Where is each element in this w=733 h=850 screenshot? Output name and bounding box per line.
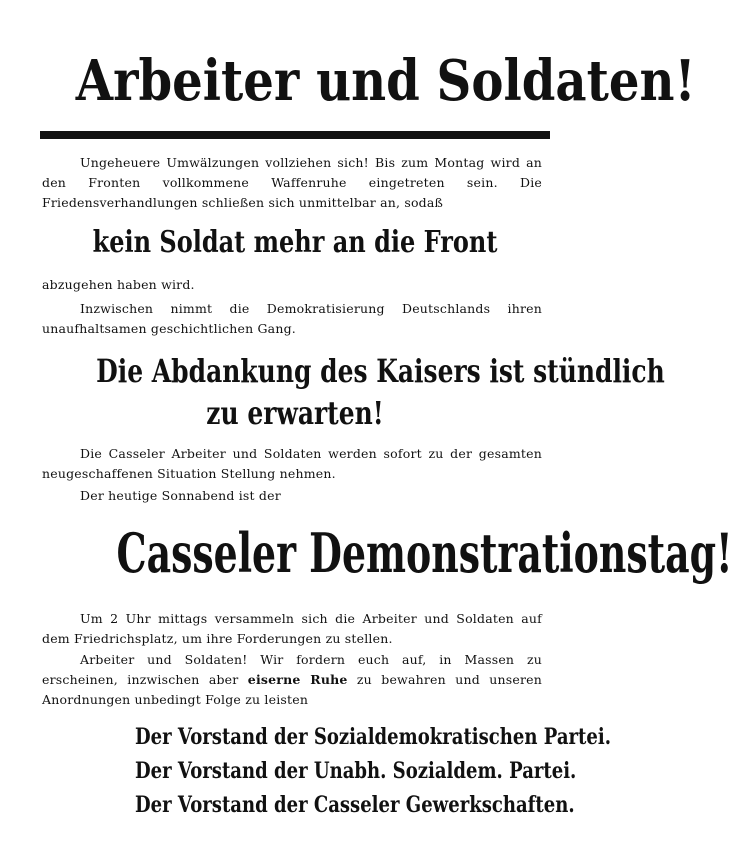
- paragraph-armistice: Ungeheuere Umwälzungen vollziehen sich! Bis zum Montag wird an den Fronten vollkommene Waffenruhe eingetreten sein. Die Friedensverhandlungen schließen sich unmittelbar an, sodaß: [42, 155, 542, 210]
- paragraph-casseler-position: Die Casseler Arbeiter und Soldaten werden sofort zu der gesamten neugeschaffenen Situation Stellung nehmen.: [42, 446, 542, 481]
- signature-uspd: Der Vorstand der Unabh. Sozialdem. Partei.: [135, 758, 577, 784]
- call-to-action-text-end: zu bewahren und unseren Anordnungen unbedingt Folge zu leisten: [42, 672, 542, 707]
- paragraph-democratization: Inzwischen nimmt die Demokratisierung Deutschlands ihren unaufhaltsamen geschichtlichen Gang.: [42, 301, 542, 336]
- paragraph-call-to-action: [42, 650, 542, 710]
- headline-abdication-line1: Die Abdankung des Kaisers ist stündlich: [96, 352, 665, 390]
- call-to-action-emphasis: eiserne Ruhe: [247, 672, 348, 687]
- call-to-action-text-start: Arbeiter und Soldaten! Wir fordern euch auf, in Massen zu erscheinen, inzwischen aber: [42, 652, 542, 687]
- headline-no-soldier-to-front: kein Soldat mehr an die Front: [92, 225, 498, 260]
- signature-block: [135, 720, 611, 822]
- headline-demonstration-day: Casseler Demonstrationstag!: [116, 521, 733, 585]
- title-rule: [40, 131, 550, 139]
- headline-abdication-line2: zu erwarten!: [206, 394, 384, 432]
- paragraph-assembly: Um 2 Uhr mittags versammeln sich die Arbeiter und Soldaten auf dem Friedrichsplatz, um ihre Forderungen zu stellen.: [42, 611, 542, 646]
- paragraph-saturday: Der heutige Sonnabend ist der: [80, 488, 281, 503]
- poster-title: Arbeiter und Soldaten!: [75, 48, 696, 114]
- paragraph-continuation: abzugehen haben wird.: [42, 277, 195, 292]
- signature-unions: Der Vorstand der Casseler Gewerkschaften.: [135, 792, 575, 818]
- signature-spd: Der Vorstand der Sozialdemokratischen Partei.: [135, 724, 611, 750]
